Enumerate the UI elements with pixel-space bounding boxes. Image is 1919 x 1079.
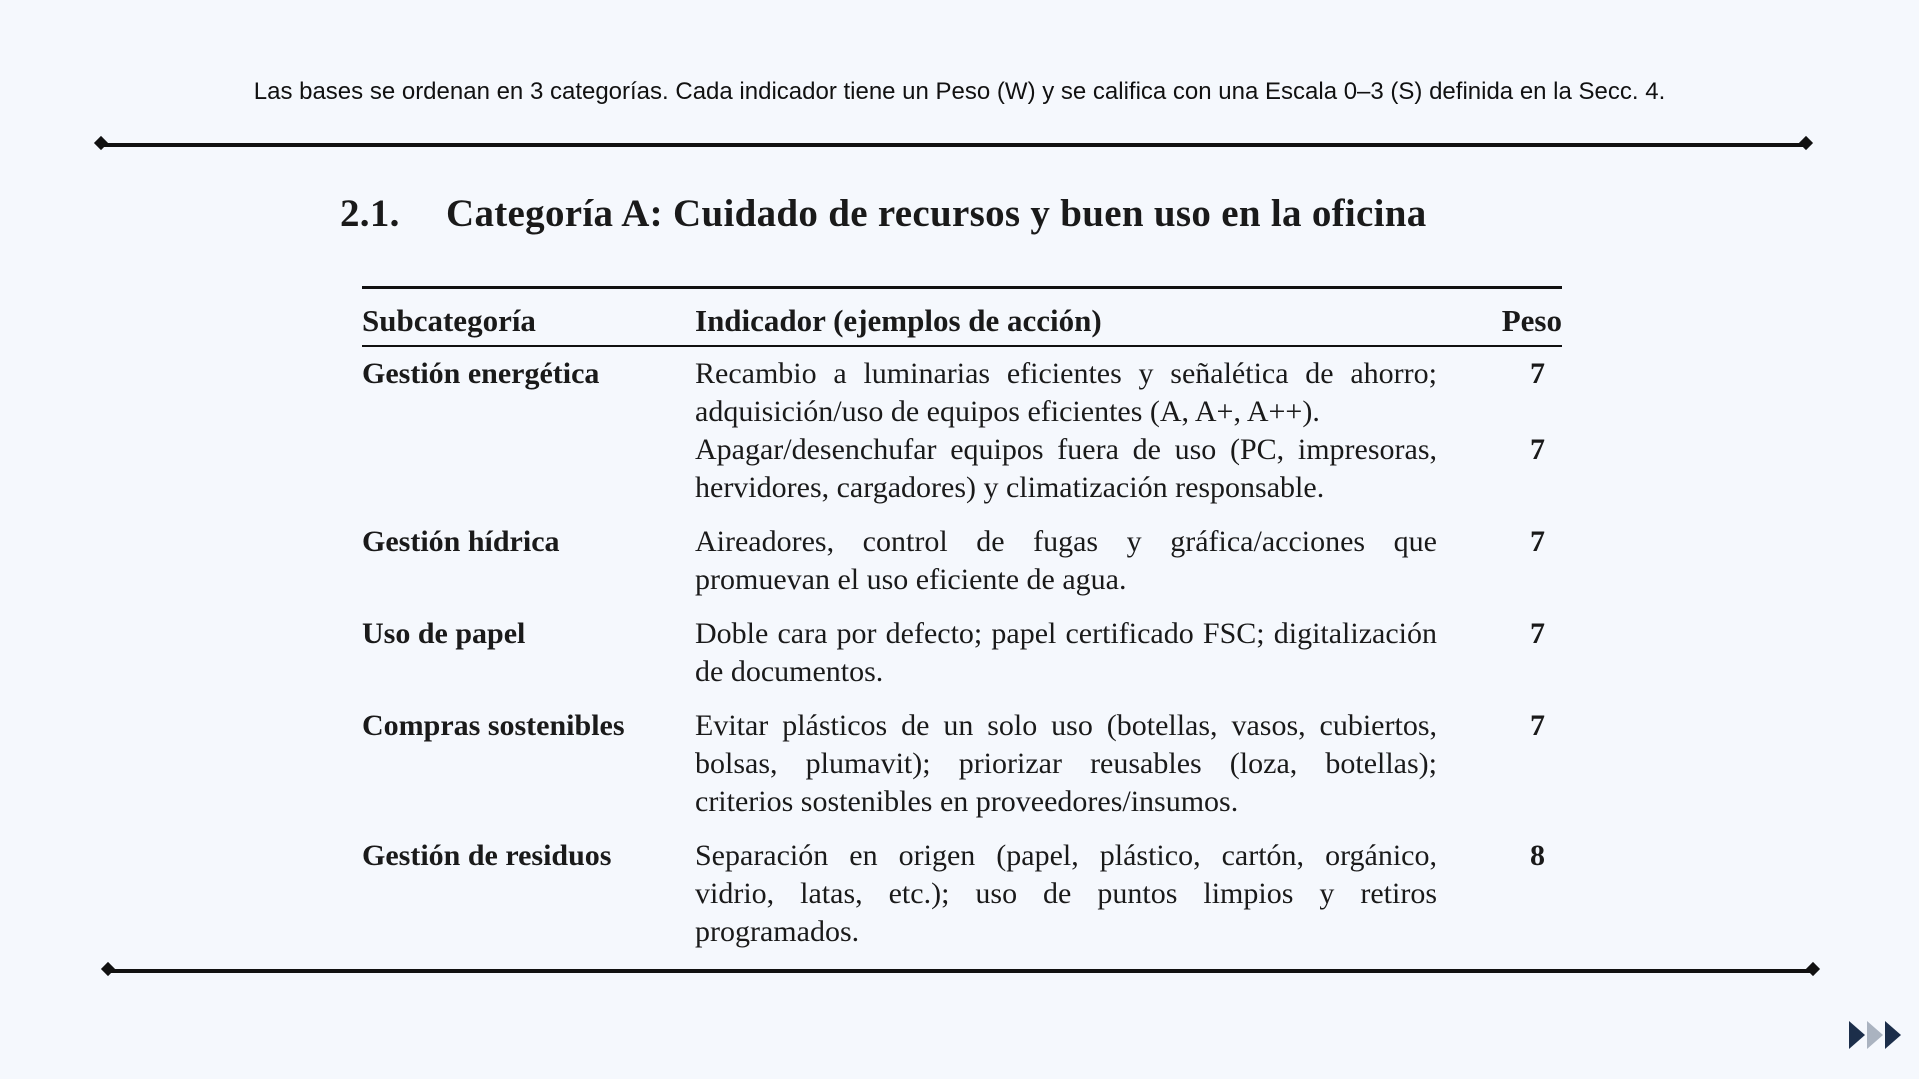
bottom-divider [108, 969, 1813, 973]
weight-value: 7 [1530, 357, 1545, 390]
header-weight: Peso [1501, 303, 1562, 338]
weight-cell: 7 [1530, 709, 1545, 742]
section-title: Categoría A: Cuidado de recursos y buen uso en la oficina [446, 192, 1427, 235]
subcategory-cell: Gestión hídrica [362, 525, 560, 558]
header-subcategory: Subcategoría [362, 303, 536, 338]
indicator-text: Recambio a luminarias eficientes y señalética de ahorro; adquisición/uso de equipos eficientes (A, A+, A++). [695, 357, 1437, 428]
weight-cell: 7 [1530, 617, 1545, 650]
indicator-cell: Doble cara por defecto; papel certificado FSC; digitalización de documentos. [695, 617, 1437, 688]
weight-value: 7 [1530, 433, 1545, 466]
arrow-icon [1849, 1021, 1865, 1049]
arrow-icon [1867, 1021, 1883, 1049]
table-row [362, 615, 1562, 691]
weight-cell [1457, 355, 1562, 507]
arrow-icon [1885, 1021, 1901, 1049]
section-number: 2.1. [340, 192, 400, 235]
intro-text: Las bases se ordenan en 3 categorías. Cada indicador tiene un Peso (W) y se califica con una Escala 0–3 (S) definida en la Secc. 4. [253, 78, 1666, 105]
indicator-cell: Evitar plásticos de un solo uso (botellas, vasos, cubiertos, bolsas, plumavit); priorizar reusables (loza, botellas); criterios sostenibles en proveedores/insumos. [695, 709, 1437, 818]
table-row [362, 523, 1562, 599]
indicator-cell: Aireadores, control de fugas y gráfica/acciones que promuevan el uso eficiente de agua. [695, 525, 1437, 596]
subcategory-cell: Compras sostenibles [362, 709, 625, 742]
table-header-row [362, 289, 1562, 345]
top-divider [101, 143, 1806, 147]
subcategory-cell: Gestión de residuos [362, 839, 612, 872]
table-header-rule [362, 345, 1562, 347]
header-indicator: Indicador (ejemplos de acción) [695, 303, 1102, 338]
weight-cell: 7 [1530, 525, 1545, 558]
indicator-cell: Separación en origen (papel, plástico, cartón, orgánico, vidrio, latas, etc.); uso de puntos limpios y retiros programados. [695, 839, 1437, 948]
table-row [362, 707, 1562, 821]
indicator-cell [695, 355, 1457, 507]
category-table [362, 286, 1562, 967]
table-row [362, 355, 1562, 507]
subcategory-cell: Uso de papel [362, 617, 526, 650]
play-forward-icon[interactable] [1849, 1021, 1901, 1049]
subcategory-cell: Gestión energética [362, 357, 600, 390]
table-row [362, 837, 1562, 951]
section-heading [340, 191, 1427, 236]
weight-cell: 8 [1530, 839, 1545, 872]
indicator-text: Apagar/desenchufar equipos fuera de uso (PC, impresoras, hervidores, cargadores) y climatización responsable. [695, 433, 1437, 504]
